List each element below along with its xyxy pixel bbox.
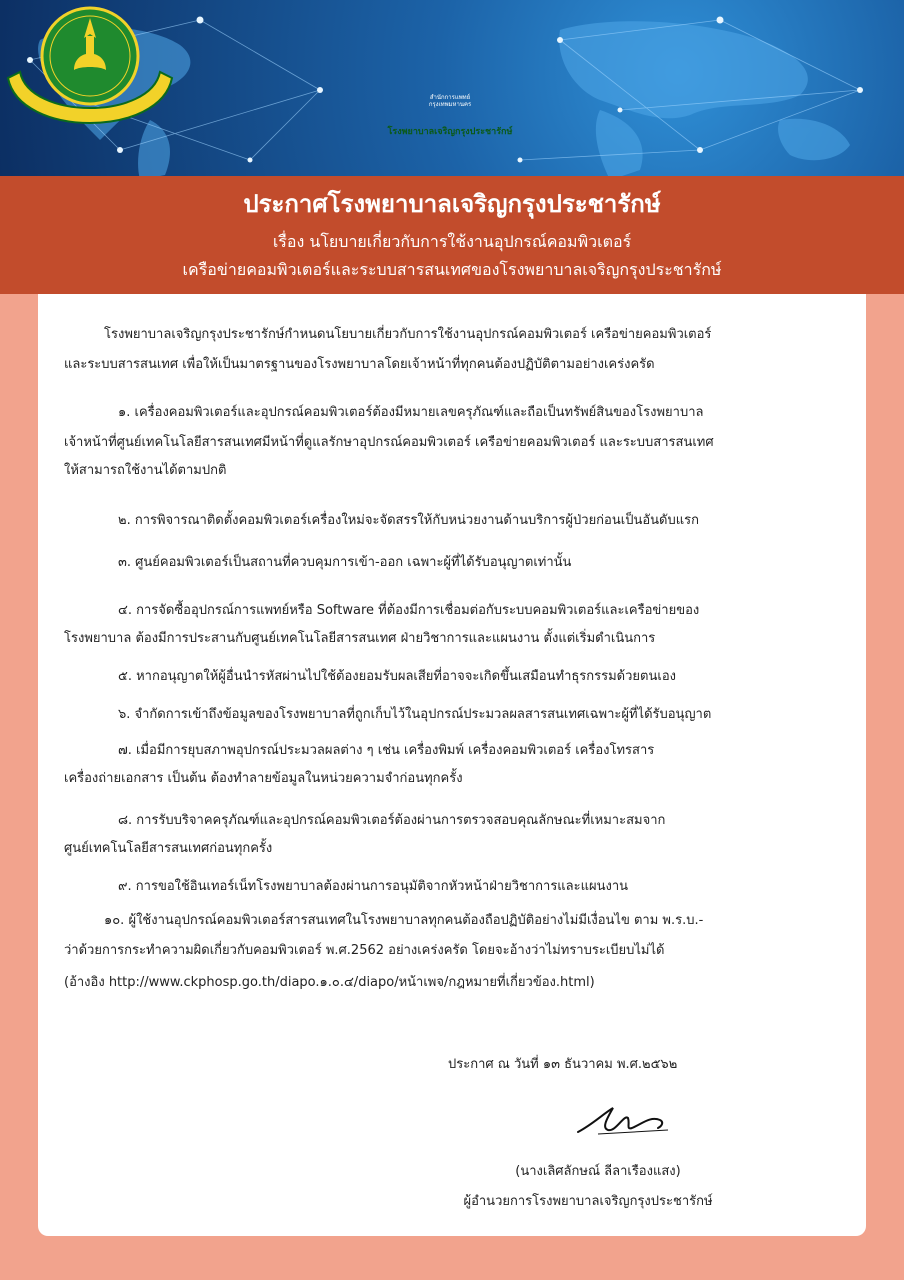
policy-line: ว่าด้วยการกระทำความผิดเกี่ยวกับคอมพิวเตอร์ พ.ศ.2562 อย่างเคร่งครัด โดยจะอ้างว่าไม่ทราบระเบียบไม่ได้ (64, 943, 665, 958)
intro-line: และระบบสารสนเทศ เพื่อให้เป็นมาตรฐานของโรงพยาบาลโดยเจ้าหน้าที่ทุกคนต้องปฏิบัติตามอย่างเคร่งครัด (64, 357, 655, 372)
policy-line: ๗. เมื่อมีการยุบสภาพอุปกรณ์ประมวลผลต่าง ๆ เช่น เครื่องพิมพ์ เครื่องคอมพิวเตอร์ เครื่องโทรสาร (118, 743, 655, 758)
header-hero-image (0, 0, 904, 180)
policy-line: ๖. จำกัดการเข้าถึงข้อมูลของโรงพยาบาลที่ถูกเก็บไว้ในอุปกรณ์ประมวลผลสารสนเทศเฉพาะผู้ที่ได้รับอนุญาต (118, 707, 712, 722)
logo-seal-text-bottom: กรุงเทพมหานคร (428, 101, 472, 108)
reference-link[interactable]: (อ้างอิง http://www.ckphosp.go.th/diapo.๑.๐.๔/diapo/หน้าเพจ/กฎหมายที่เกี่ยวข้อง.html) (64, 975, 595, 990)
logo-seal-text (420, 94, 480, 108)
policy-line: ๔. การจัดซื้ออุปกรณ์การแพทย์หรือ Software ที่ต้องมีการเชื่อมต่อกับระบบคอมพิวเตอร์และเครือข่ายของ (118, 603, 700, 618)
title-banner (0, 176, 904, 294)
hospital-logo (0, 0, 180, 160)
page-title: ประกาศโรงพยาบาลเจริญกรุงประชารักษ์ (243, 190, 661, 218)
policy-line: เจ้าหน้าที่ศูนย์เทคโนโลยีสารสนเทศมีหน้าที่ดูแลรักษาอุปกรณ์คอมพิวเตอร์ เครือข่ายคอมพิวเตอร์ และระบบสารสนเทศ (64, 435, 714, 450)
policy-line: ศูนย์เทคโนโลยีสารสนเทศก่อนทุกครั้ง (64, 841, 273, 856)
logo-ribbon-text: โรงพยาบาลเจริญกรุงประชารักษ์ (387, 127, 513, 137)
policy-line: ๒. การพิจารณาติดตั้งคอมพิวเตอร์เครื่องใหม่จะจัดสรรให้กับหน่วยงานด้านบริการผู้ป่วยก่อนเป็นอันดับแรก (118, 513, 699, 528)
signer-name: (นางเลิศลักษณ์ ลีลาเรืองแสง) (515, 1164, 681, 1179)
policy-line: เครื่องถ่ายเอกสาร เป็นต้น ต้องทำลายข้อมูลในหน่วยความจำก่อนทุกครั้ง (64, 771, 463, 786)
subject-line-1: เรื่อง นโยบายเกี่ยวกับการใช้งานอุปกรณ์คอมพิวเตอร์ (272, 232, 632, 251)
subject-line-2: เครือข่ายคอมพิวเตอร์และระบบสารสนเทศของโรงพยาบาลเจริญกรุงประชารักษ์ (182, 260, 722, 279)
policy-line: ๙. การขอใช้อินเทอร์เน็ทโรงพยาบาลต้องผ่านการอนุมัติจากหัวหน้าฝ่ายวิชาการและแผนงาน (118, 879, 629, 894)
policy-line: ๑. เครื่องคอมพิวเตอร์และอุปกรณ์คอมพิวเตอร์ต้องมีหมายเลขครุภัณฑ์และถือเป็นทรัพย์สินของโรงพยาบาล (118, 405, 704, 420)
policy-line: ๑๐. ผู้ใช้งานอุปกรณ์คอมพิวเตอร์สารสนเทศในโรงพยาบาลทุกคนต้องถือปฏิบัติอย่างไม่มีเงื่อนไข ตาม พ.ร.บ.- (104, 913, 704, 928)
signature-image (568, 1094, 688, 1144)
policy-line: ๓. ศูนย์คอมพิวเตอร์เป็นสถานที่ควบคุมการเข้า-ออก เฉพาะผู้ที่ได้รับอนุญาตเท่านั้น (118, 555, 572, 570)
announcement-document (38, 294, 866, 1236)
policy-line: โรงพยาบาล ต้องมีการประสานกับศูนย์เทคโนโลยีสารสนเทศ ฝ่ายวิชาการและแผนงาน ตั้งแต่เริ่มดำเนินการ (64, 631, 656, 646)
policy-line: ๕. หากอนุญาตให้ผู้อื่นนำรหัสผ่านไปใช้ต้องยอมรับผลเสียที่อาจจะเกิดขึ้นเสมือนทำธุรกรรมด้วยตนเอง (118, 669, 676, 684)
policy-line: ๘. การรับบริจาคครุภัณฑ์และอุปกรณ์คอมพิวเตอร์ต้องผ่านการตรวจสอบคุณลักษณะที่เหมาะสมจาก (118, 813, 666, 828)
announce-date: ประกาศ ณ วันที่ ๑๓ ธันวาคม พ.ศ.๒๕๖๒ (448, 1057, 678, 1072)
signer-title: ผู้อำนวยการโรงพยาบาลเจริญกรุงประชารักษ์ (463, 1194, 713, 1209)
intro-line: โรงพยาบาลเจริญกรุงประชารักษ์กำหนดนโยบายเกี่ยวกับการใช้งานอุปกรณ์คอมพิวเตอร์ เครือข่ายคอมพิวเตอร์ (104, 327, 712, 342)
logo-seal-text-top: สำนักการแพทย์ (429, 94, 471, 101)
policy-line: ให้สามารถใช้งานได้ตามปกติ (64, 463, 227, 478)
